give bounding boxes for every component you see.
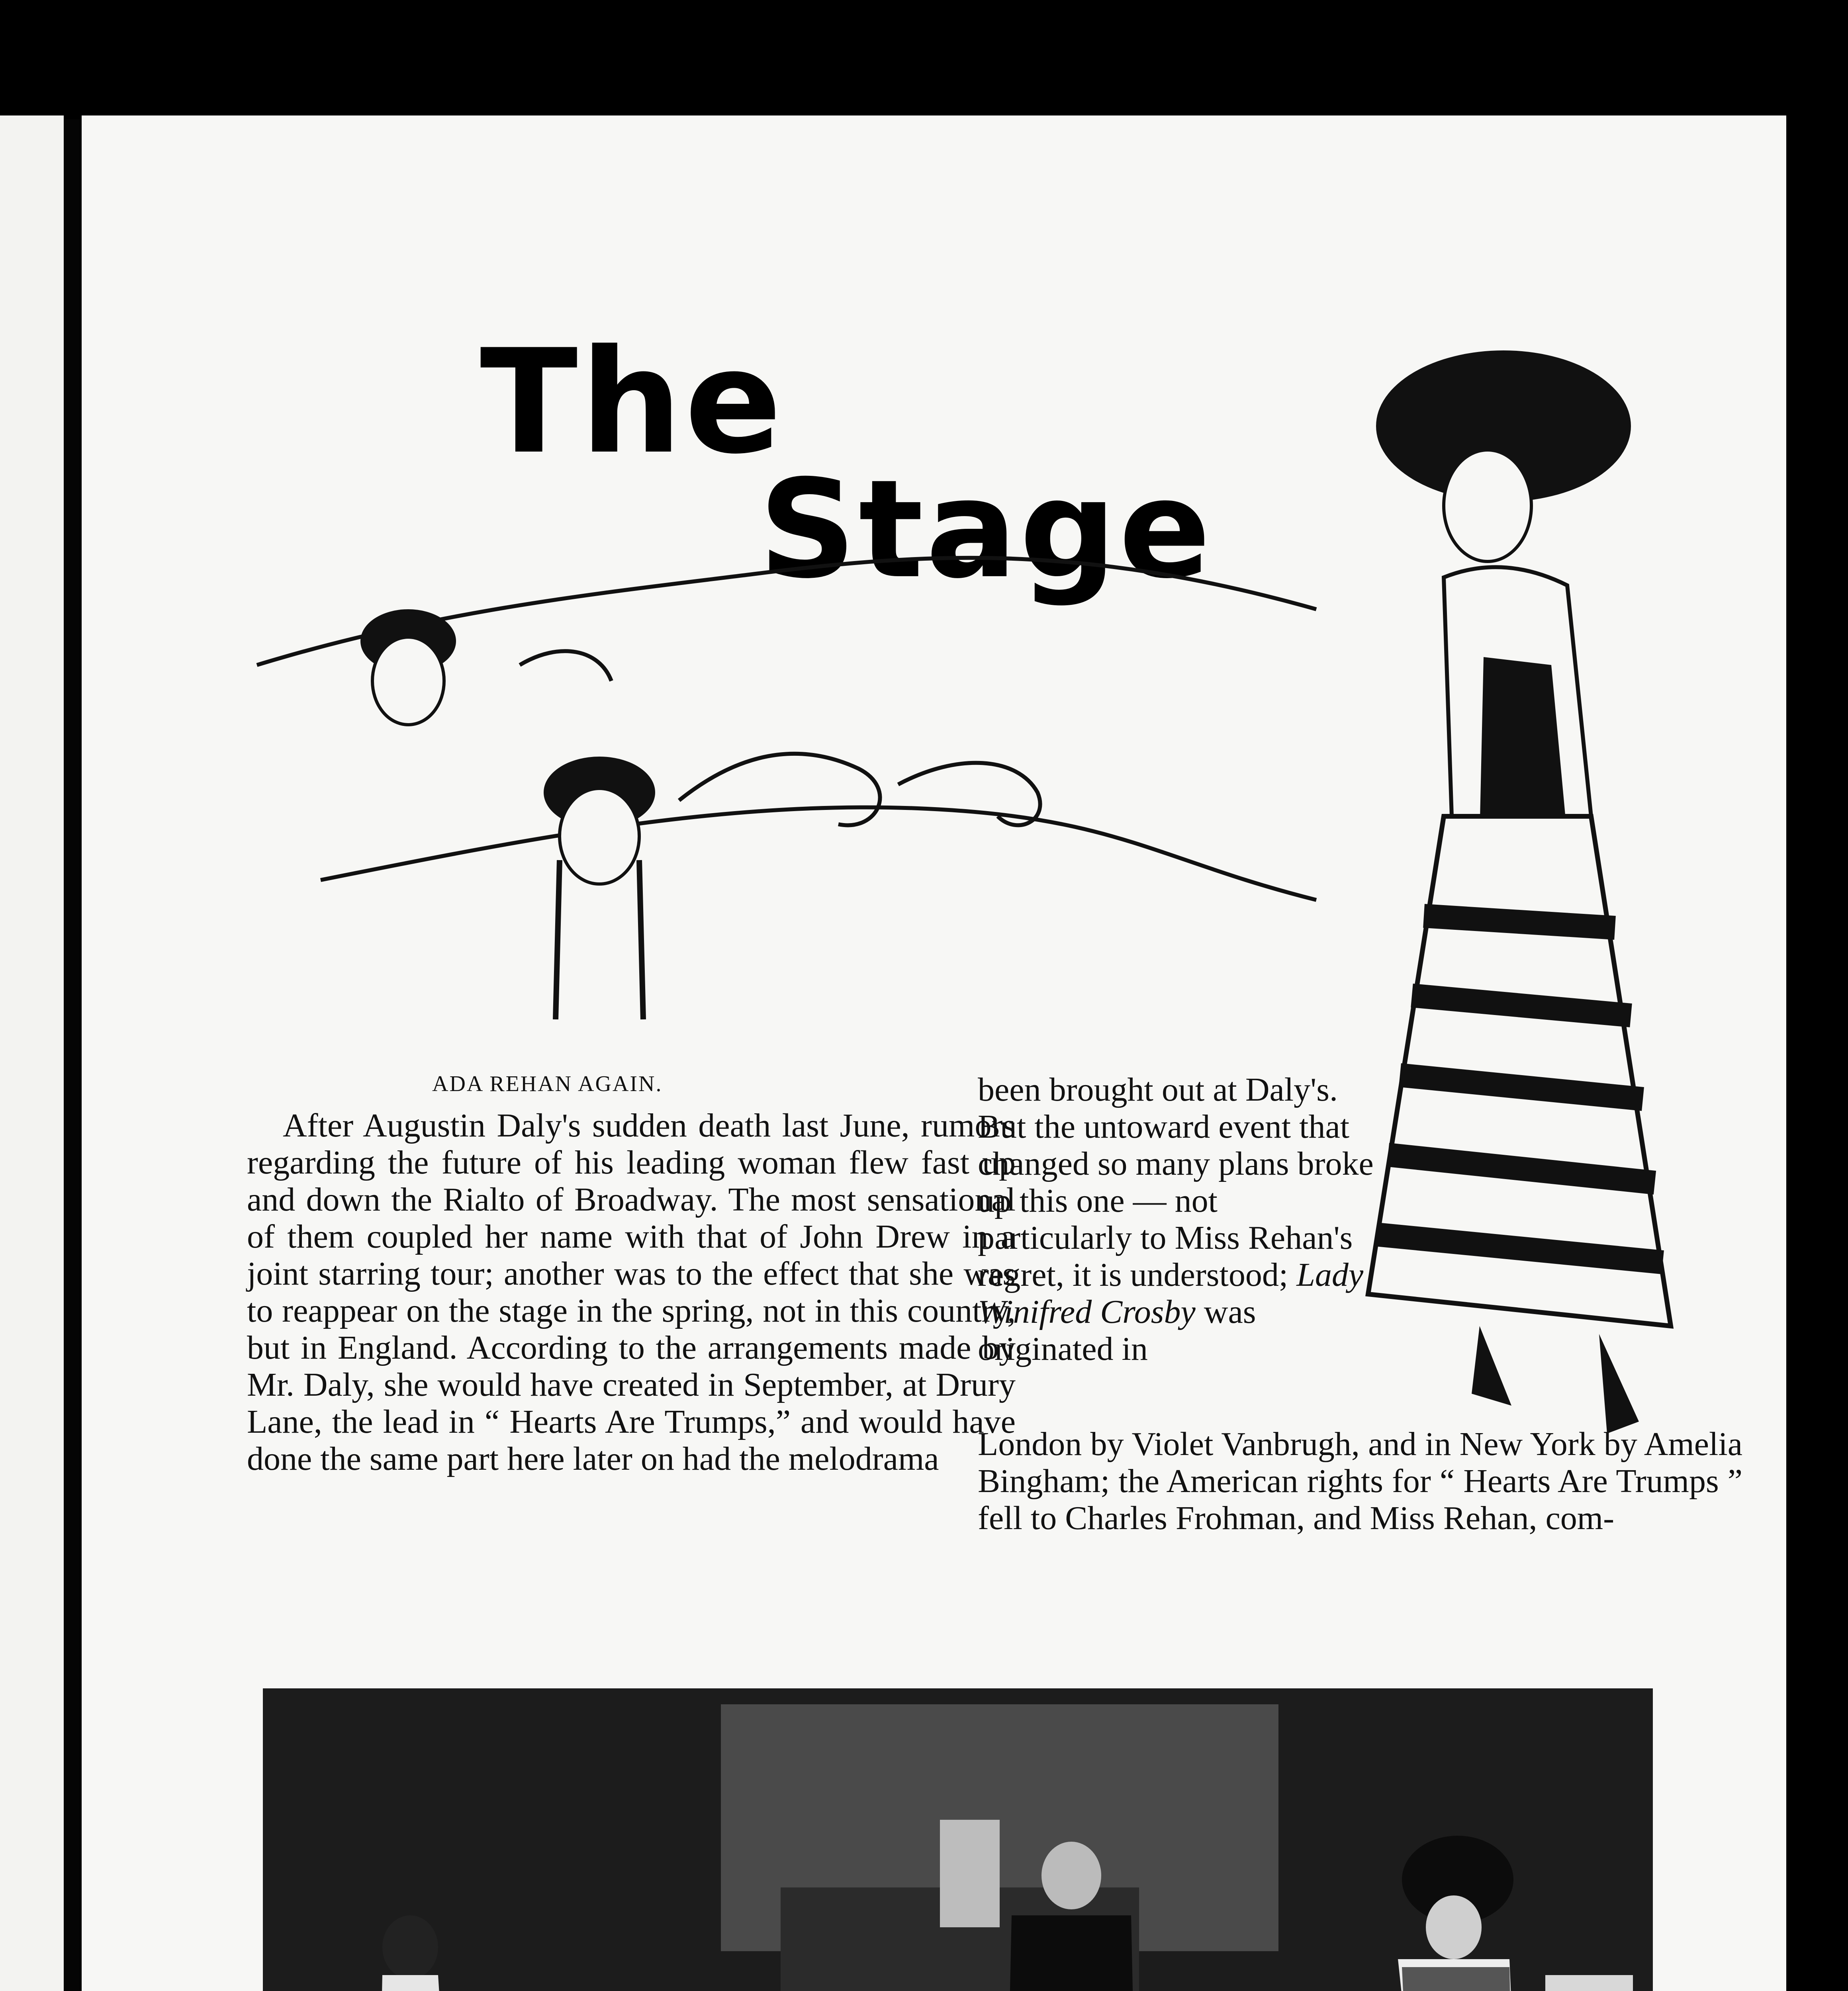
page-title-stage: Stage [759, 451, 1213, 608]
magazine-page [82, 115, 1786, 1991]
article-column-2-text-a: been brought out at Daly's. But the untoward event that changed so many plans broke up this one — not particularly to Miss Rehan's regret, it is understood; [978, 1071, 1374, 1293]
page-title-the: The [480, 319, 785, 485]
article-column-2 [978, 1071, 1376, 1367]
left-page-edge [0, 115, 64, 1991]
head-illustration-center [544, 757, 655, 1019]
article-column-2-text-b: was originated in [978, 1293, 1256, 1367]
page-spine [64, 119, 80, 1991]
stage-photograph [263, 1688, 1653, 1991]
article-column-1 [247, 1107, 1016, 1477]
article-heading: ADA REHAN AGAIN. [432, 1072, 663, 1096]
article-column-2-continued: London by Violet Vanbrugh, and in New York by Amelia Bingham; the American rights for “ Hearts Are Trumps ” fell to Charles Frohman, and Miss Rehan, com- [978, 1426, 1742, 1537]
article-character-name: Lady Winifred Crosby [978, 1256, 1364, 1330]
header-illustration [241, 442, 1396, 1047]
article-paragraph-1: After Augustin Daly's sudden death last June, rumors regarding the future of his leading woman flew fast up and down the Rialto of Broadway. The most sensational of them coupled her name with that of John Drew in a joint starring tour; another was to the effect that she was to reappear on the stage in the spring, not in this country, but in England. According to the arrangements made by Mr. Daly, she would have created in September, at Drury Lane, the lead in “ Hearts Are Trumps,” and would have done the same part here later on had the melodrama [247, 1107, 1016, 1477]
head-illustration-left [360, 609, 456, 725]
